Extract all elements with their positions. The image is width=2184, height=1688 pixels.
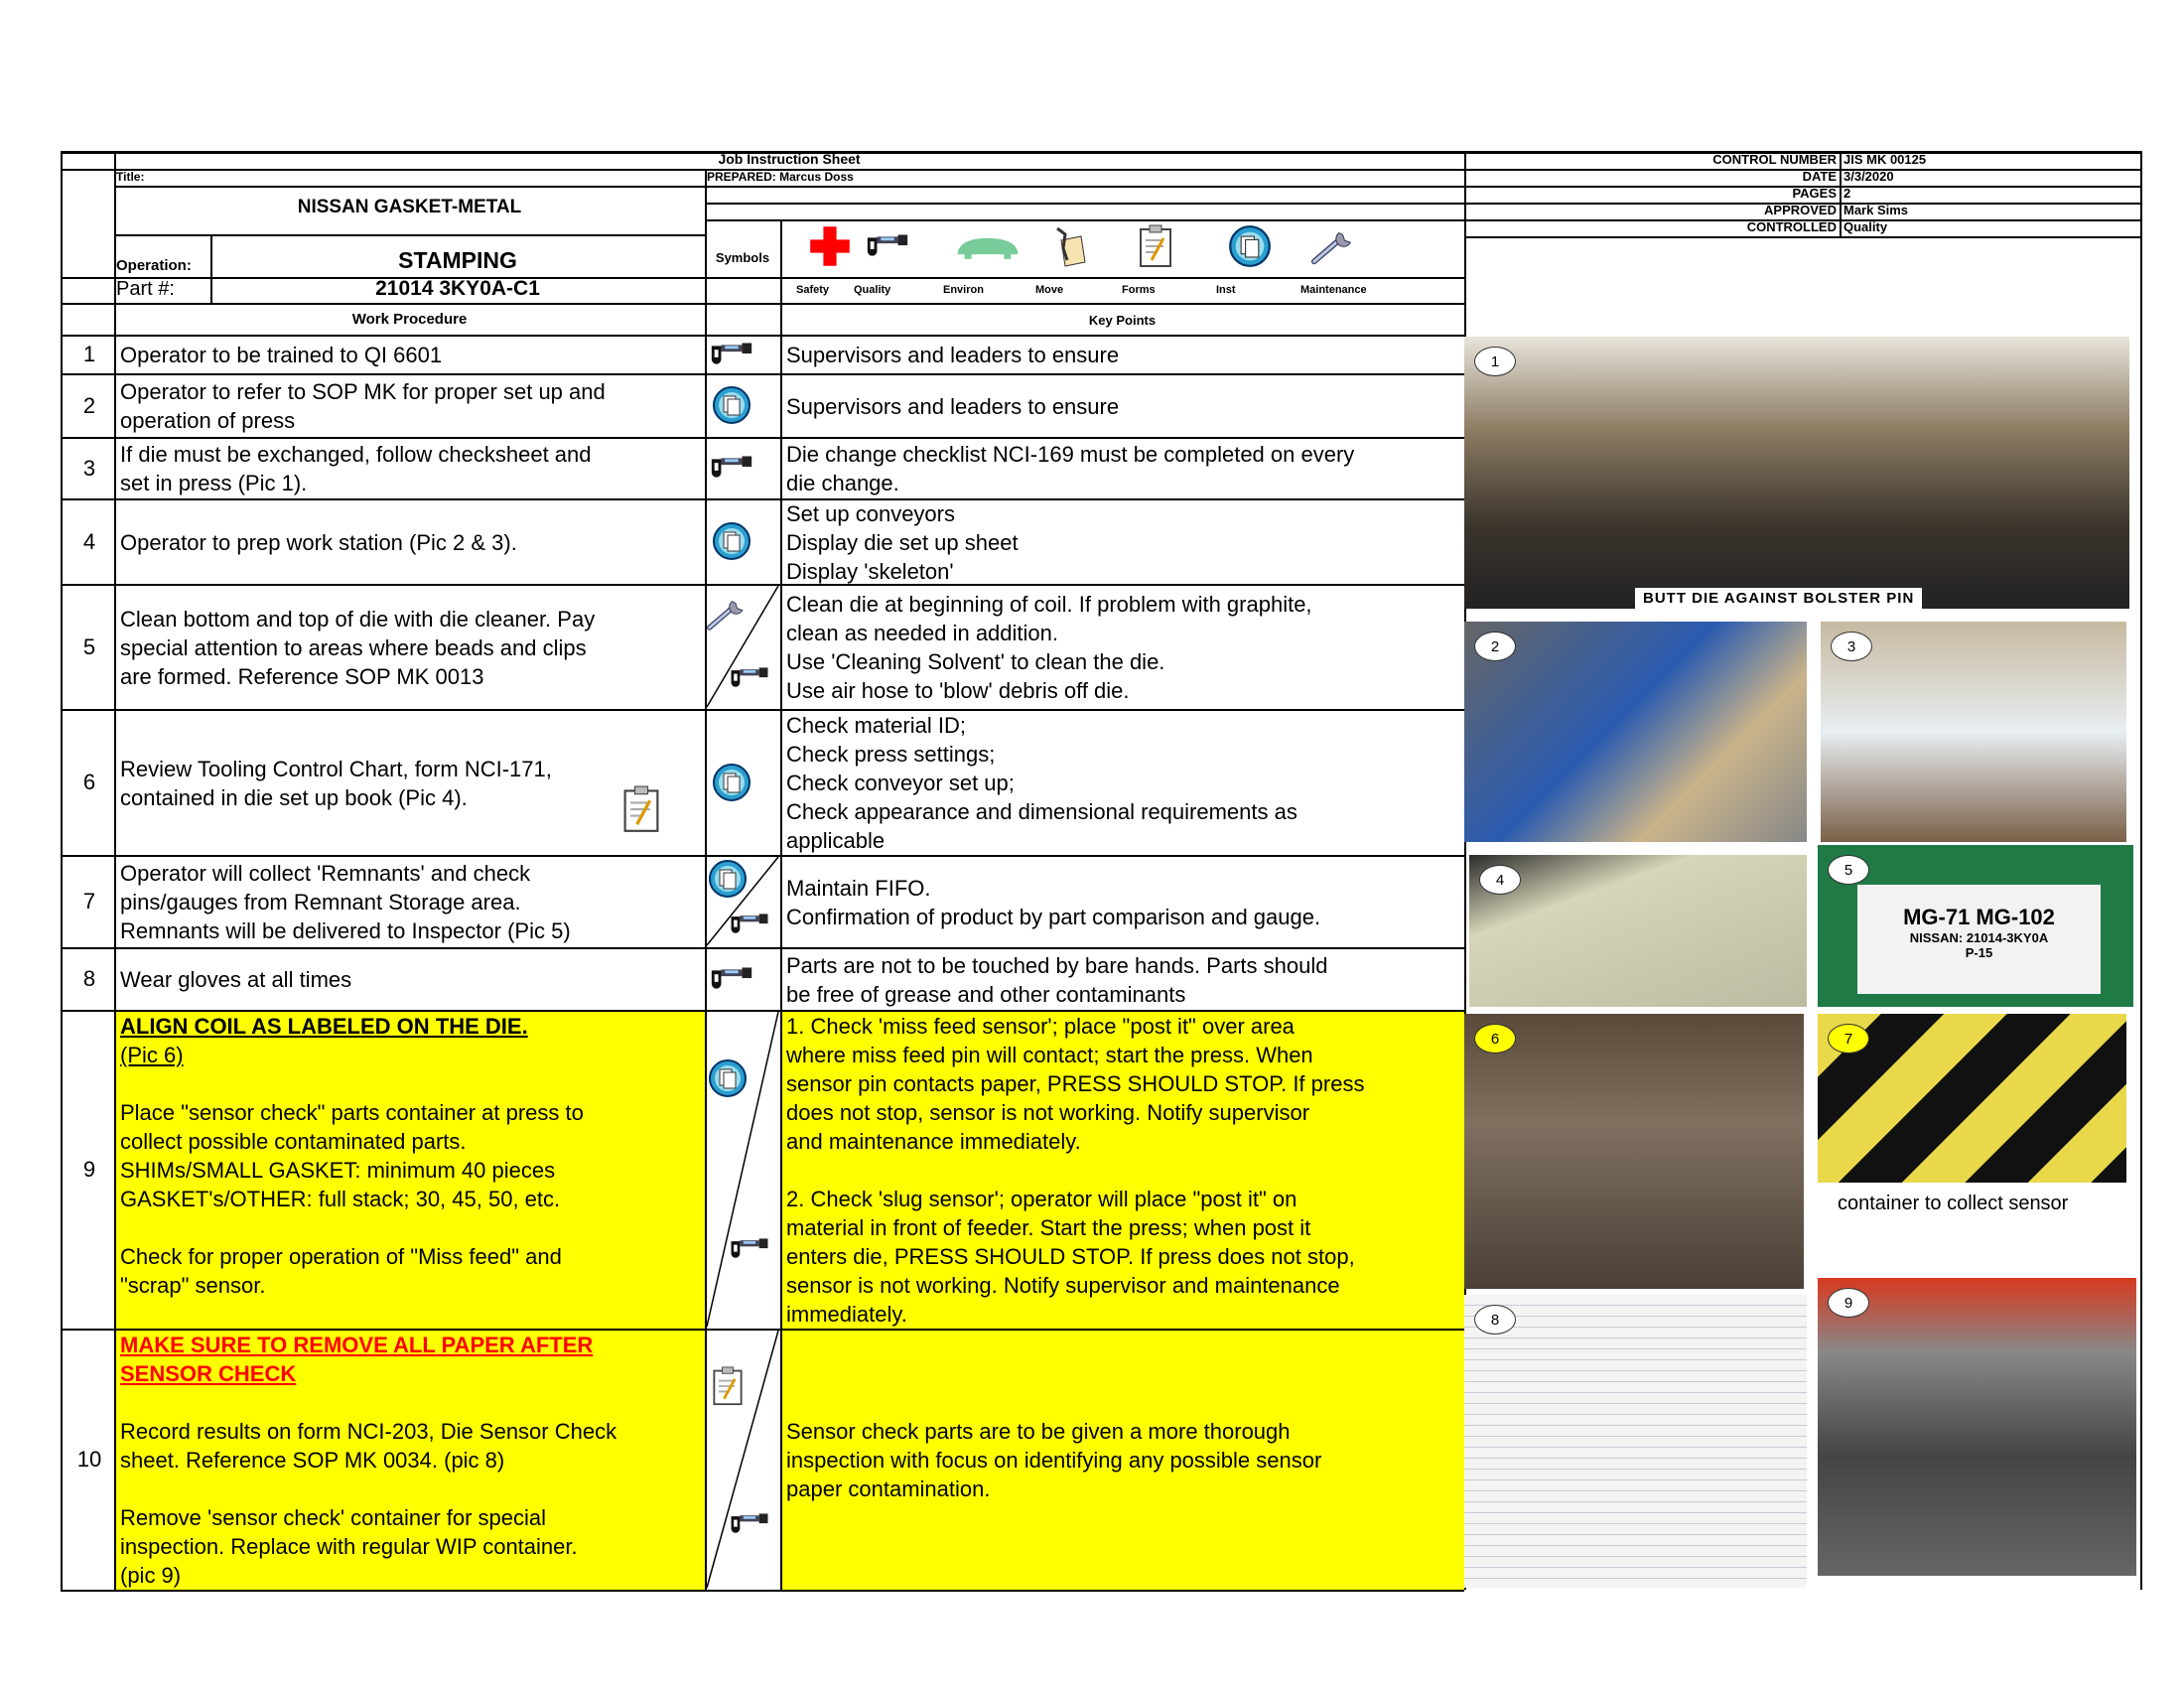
- key-point-cell: [782, 711, 1464, 855]
- key-point-text: Supervisors and leaders to ensure: [786, 393, 1120, 419]
- procedure-text: Operator will collect 'Remnants' and check pins/gauges from Remnant Storage area. Remnants will be delivered to Inspector (Pic 5): [120, 861, 571, 943]
- forms-icon: [621, 785, 661, 833]
- operation-value: STAMPING: [398, 247, 517, 273]
- photo-number-badge: 3: [1831, 632, 1872, 661]
- step-number: 6: [82, 770, 96, 794]
- procedure-cell: [116, 1331, 705, 1590]
- procedure-heading: MAKE SURE TO REMOVE ALL PAPER AFTER SENSOR CHECK: [120, 1333, 594, 1386]
- divider-diagonal: [705, 1329, 780, 1590]
- key-point-text: Check material ID; Check press settings; Check conveyor set up; Check appearance and dimensional requirements as applicable: [786, 713, 1297, 853]
- key-point-text: 1. Check 'miss feed sensor'; place "post it" over area where miss feed pin will contact; start the press. When sensor pin contacts paper, PRESS SHOULD STOP. If press does not stop, sensor is not working. Notify supervisor and maintenance immediately. 2. Check 'slug sensor'; operator will place "post it" on material in front of feeder. Start the press; when post it enters die, PRESS SHOULD STOP. If press does not stop, sensor is not working. Notify supervisor and maintenance immediately.: [786, 1014, 1365, 1327]
- key-point-cell: [782, 1012, 1464, 1329]
- symbol-label-environ: Environ: [943, 284, 984, 296]
- table-row: [61, 855, 1464, 947]
- meta-label: PAGES: [1792, 186, 1837, 201]
- quality-icon: [708, 959, 755, 999]
- table-row: [61, 1329, 1464, 1590]
- key-point-cell: [782, 337, 1464, 373]
- key-point-text: Die change checklist NCI-169 must be completed on every die change.: [786, 442, 1355, 495]
- procedure-text: Operator to refer to SOP MK for proper set up and operation of press: [120, 379, 606, 433]
- photo-caption: BUTT DIE AGAINST BOLSTER PIN: [1635, 588, 1922, 609]
- photo-2: [1464, 622, 1807, 842]
- meta-value: Mark Sims: [1843, 203, 1909, 217]
- key-point-cell: [782, 439, 1464, 498]
- meta-label: CONTROL NUMBER: [1712, 152, 1837, 167]
- forms-icon: [1132, 224, 1179, 268]
- photo-number-badge: 6: [1474, 1024, 1516, 1054]
- prepared-by: PREPARED: Marcus Doss: [707, 170, 854, 184]
- quality-icon: [864, 224, 911, 268]
- photo-7: [1818, 1014, 2126, 1267]
- symbol-label-inst: Inst: [1216, 284, 1236, 296]
- meta-label: CONTROLLED: [1746, 219, 1837, 234]
- symbol-label-quality: Quality: [854, 284, 891, 296]
- inst-icon: [708, 521, 755, 561]
- key-point-cell: [782, 586, 1464, 709]
- key-point-cell: [782, 949, 1464, 1010]
- procedure-cell: [116, 337, 705, 373]
- document-title: NISSAN GASKET-METAL: [297, 197, 522, 217]
- inst-icon: [708, 385, 755, 425]
- part-label: Part #:: [116, 278, 175, 300]
- sheet-title: Job Instruction Sheet: [718, 151, 861, 167]
- key-point-cell: [782, 375, 1464, 437]
- photo-3: [1821, 622, 2126, 842]
- procedure-text: Operator to prep work station (Pic 2 & 3).: [120, 529, 517, 555]
- table-row: [61, 373, 1464, 437]
- key-point-text: Sensor check parts are to be given a more thorough inspection with focus on identifying any possible sensor paper contamination.: [786, 1419, 1322, 1501]
- photo-5: [1818, 845, 2133, 1007]
- key-point-cell: [782, 857, 1464, 947]
- photo-number-badge: 7: [1828, 1024, 1869, 1054]
- procedure-cell: [116, 1012, 705, 1329]
- table-row: [61, 709, 1464, 855]
- photo-number-badge: 1: [1474, 347, 1516, 376]
- procedure-cell: [116, 949, 705, 1010]
- part-label-text: MG-71 MG-102: [1903, 905, 2055, 929]
- quality-icon: [708, 448, 755, 488]
- quality-icon: [708, 335, 755, 374]
- photo-8: [1464, 1295, 1807, 1588]
- table-row: [61, 498, 1464, 584]
- key-point-text: Clean die at beginning of coil. If problem with graphite, clean as needed in addition. Use 'Cleaning Solvent' to clean the die. Use air hose to 'blow' debris off die.: [786, 592, 1312, 703]
- photo-number-badge: 5: [1828, 855, 1869, 885]
- table-row: [61, 335, 1464, 373]
- procedure-text: Clean bottom and top of die with die cleaner. Pay special attention to areas where beads and clips are formed. Reference SOP MK 0013: [120, 606, 596, 689]
- step-number: 1: [82, 342, 96, 366]
- step-number: 9: [82, 1157, 96, 1182]
- divider-diagonal: [705, 1010, 780, 1329]
- move-icon: [1045, 224, 1093, 268]
- maintenance-icon: [1310, 224, 1358, 268]
- inst-icon: [1226, 224, 1274, 268]
- key-point-cell: [782, 1331, 1464, 1590]
- procedure-text: Wear gloves at all times: [120, 967, 352, 992]
- procedure-cell: [116, 375, 705, 437]
- divider-diagonal: [705, 584, 780, 709]
- table-row: [61, 1010, 1464, 1329]
- procedure-text: Review Tooling Control Chart, form NCI-171, contained in die set up book (Pic 4).: [120, 756, 552, 810]
- inst-icon: [708, 763, 755, 802]
- divider-diagonal: [705, 855, 780, 947]
- key-point-text: Supervisors and leaders to ensure: [786, 343, 1120, 367]
- procedure-cell: [116, 586, 705, 709]
- operation-label: Operation:: [116, 257, 192, 274]
- part-label-text: P-15: [1965, 945, 1993, 960]
- procedure-heading: ALIGN COIL AS LABELED ON THE DIE.: [120, 1014, 528, 1039]
- key-point-cell: [782, 500, 1464, 584]
- photo-number-badge: 8: [1474, 1305, 1516, 1335]
- table-row: [61, 437, 1464, 498]
- meta-label: DATE: [1802, 169, 1837, 184]
- part-label-card: [1857, 885, 2101, 994]
- meta-value: 3/3/2020: [1843, 169, 1894, 184]
- table-row: [61, 584, 1464, 709]
- photo-number-badge: 4: [1479, 865, 1521, 895]
- symbol-label-safety: Safety: [796, 284, 830, 296]
- procedure-cell: [116, 857, 705, 947]
- step-number: 10: [76, 1447, 102, 1472]
- procedure-pic-ref: (Pic 6): [120, 1043, 184, 1067]
- part-number: 21014 3KY0A-C1: [375, 277, 540, 300]
- meta-value: Quality: [1843, 219, 1888, 234]
- procedure-text: Operator to be trained to QI 6601: [120, 343, 443, 367]
- photo-caption: container to collect sensor: [1818, 1183, 2126, 1267]
- step-number: 4: [82, 528, 96, 554]
- meta-label: APPROVED: [1764, 203, 1837, 217]
- table-row: [61, 947, 1464, 1010]
- symbol-label-maintenance: Maintenance: [1300, 284, 1367, 296]
- step-number: 5: [82, 633, 96, 659]
- photo-number-badge: 2: [1474, 632, 1516, 661]
- procedure-cell: [116, 711, 705, 855]
- key-point-text: Parts are not to be touched by bare hands. Parts should be free of grease and other contaminants: [786, 952, 1328, 1007]
- procedure-text: Place "sensor check" parts container at press to collect possible contaminated parts. SHIMs/SMALL GASKET: minimum 40 pieces GASKET's/OTHER: full stack; 30, 45, 50, etc. Check for proper operation of "Miss feed" and "scrap" sensor.: [120, 1100, 584, 1298]
- key-point-text: Set up conveyors Display die set up sheet Display 'skeleton': [786, 500, 1019, 584]
- key-points-header: Key Points: [1088, 313, 1157, 328]
- title-label: Title:: [116, 170, 145, 184]
- meta-value: 2: [1843, 186, 1851, 201]
- photo-1: [1464, 337, 2129, 609]
- step-number: 8: [82, 966, 96, 991]
- symbol-label-move: Move: [1035, 284, 1064, 296]
- photo-number-badge: 9: [1828, 1288, 1869, 1318]
- safety-icon: [806, 224, 854, 268]
- procedure-cell: [116, 439, 705, 498]
- work-procedure-header: Work Procedure: [351, 311, 468, 328]
- symbols-label: Symbols: [715, 250, 770, 265]
- step-number: 2: [82, 392, 96, 418]
- photo-9: [1818, 1278, 2136, 1576]
- procedure-text: If die must be exchanged, follow checksheet and set in press (Pic 1).: [120, 442, 592, 495]
- photo-6: [1464, 1014, 1804, 1289]
- part-label-text: NISSAN: 21014-3KY0A: [1909, 930, 2049, 945]
- meta-value: JIS MK 00125: [1843, 152, 1927, 167]
- procedure-text: Record results on form NCI-203, Die Sensor Check sheet. Reference SOP MK 0034. (pic 8) Remove 'sensor check' container for special inspection. Replace with regular WIP container. (pic 9): [120, 1419, 617, 1588]
- procedure-cell: [116, 500, 705, 584]
- photo-4: [1469, 855, 1807, 1007]
- step-number: 7: [82, 889, 96, 914]
- step-number: 3: [82, 455, 96, 481]
- key-point-text: Maintain FIFO. Confirmation of product by part comparison and gauge.: [786, 875, 1321, 929]
- symbol-label-forms: Forms: [1122, 284, 1156, 296]
- environ-icon: [953, 224, 1023, 268]
